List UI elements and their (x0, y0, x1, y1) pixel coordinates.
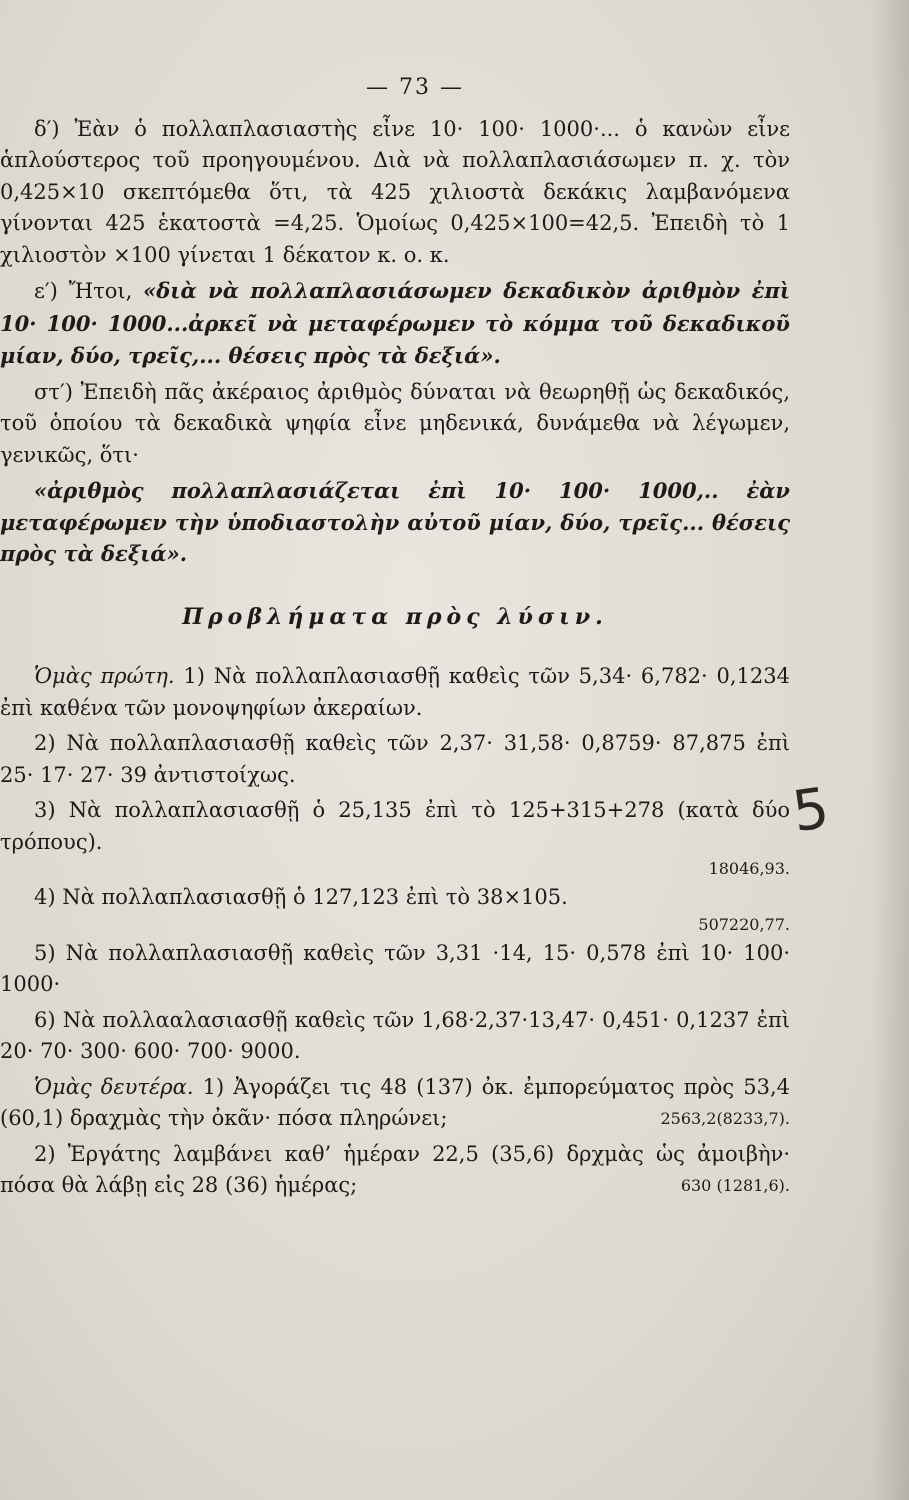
section-title: Προβλήματα πρὸς λύσιν. (182, 603, 608, 630)
rule-decimal-shift: «διὰ νὰ πολλαπλασιάσωμεν δεκαδικὸν ἀριθμὸν ἐπὶ 10· 100· 1000...ἀρκεῖ νὰ μεταφέρωμεν τὸ κόμμα τοῦ δεκαδικοῦ μίαν, δύο, τρεῖς,... θέσεις πρὸς τὰ δεξιά». (0, 278, 790, 368)
answer-g2-2: 630 (1281,6). (680, 1176, 790, 1195)
paragraph-epsilon (0, 275, 790, 373)
problem-6: 6) Νὰ πολλααλασιασθῇ καθεὶς τῶν 1,68·2,37·13,47· 0,451· 0,1237 ἐπὶ 20· 70· 300· 600· 700· 9000. (0, 1007, 790, 1063)
paragraph-epsilon-lead: ε′) Ἤτοι, (34, 279, 144, 303)
problem-g2-1-text: 1) Ἀγοράζει τις 48 (137) ὀκ. ἐμπορεύματος πρὸς 53,4 (60,1) δραχμὰς τὴν ὀκᾶν· πόσα πληρώνει; (0, 1074, 790, 1130)
problem-2: 2) Νὰ πολλαπλασιασθῇ καθεὶς τῶν 2,37· 31,58· 0,8759· 87,875 ἐπὶ 25· 17· 27· 39 ἀντιστοίχως. (0, 731, 790, 787)
problem-1 (0, 661, 790, 724)
problem-1-text: 1) Νὰ πολλαπλασιασθῇ καθεὶς τῶν 5,34· 6,782· 0,1234 ἐπὶ καθένα τῶν μονοψηφίων ἀκεραίων. (0, 664, 790, 720)
group-two-label: Ὁμὰς δευτέρα. (34, 1074, 194, 1099)
text-block (0, 72, 790, 1206)
problem-g2-2-text: 2) Ἐργάτης λαμβάνει καθ’ ἡμέραν 22,5 (35,6) δρχμὰς ὡς ἀμοιβὴν· πόσα θὰ λάβῃ εἰς 28 (36) ἡμέρας; (0, 1141, 790, 1197)
problem-4: 4) Νὰ πολλαπλασιασθῇ ὁ 127,123 ἐπὶ τὸ 38×105. (34, 885, 568, 909)
problem-3: 3) Νὰ πολλαπλασιασθῇ ὁ 25,135 ἐπὶ τὸ 125+315+278 (κατὰ δύο τρόπους). (0, 798, 790, 854)
paragraph-stigma: στ′) Ἐπειδὴ πᾶς ἀκέραιος ἀριθμὸς δύναται νὰ θεωρηθῇ ὡς δεκαδικός, τοῦ ὁποίου τὰ δεκαδικὰ ψηφία εἶνε μηδενικά, δυνάμεθα νὰ λέγωμεν, γενικῶς, ὅτι· (0, 379, 790, 467)
page-number: — 73 — (366, 75, 464, 100)
answer-g2-1: 2563,2(8233,7). (660, 1109, 790, 1128)
handwritten-margin-mark: 5 (788, 775, 833, 846)
page-edge-shadow (871, 0, 909, 1500)
problem-g2-2 (0, 1139, 790, 1202)
answer-4: 507220,77. (698, 914, 790, 934)
rule-integer-shift: «ἀριθμὸς πολλαπλασιάζεται ἐπὶ 10· 100· 1000,.. ἐὰν μεταφέρωμεν τὴν ὑποδιαστολὴν αὐτοῦ μίαν, δύο, τρεῖς... θέσεις πρὸς τὰ δεξιά». (0, 478, 790, 566)
problem-5: 5) Νὰ πολλαπλασιασθῇ καθεὶς τῶν 3,31 ·14, 15· 0,578 ἐπὶ 10· 100· 1000· (0, 940, 790, 996)
problem-g2-1 (0, 1072, 790, 1135)
paragraph-delta: δ′) Ἐὰν ὁ πολλαπλασιαστὴς εἶνε 10· 100· 1000·... ὁ κανὼν εἶνε ἁπλούστερος τοῦ προηγουμένου. Διὰ νὰ πολλαπλασιάσωμεν π. χ. τὸν 0,425×10 σκεπτόμεθα ὅτι, τὰ 425 χιλιοστὰ δεκάκις λαμβανόμενα γίνονται 425 ἑκατοστὰ =4,25. Ὁμοίως 0,425×100=42,5. Ἐπειδὴ τὸ 1 χιλιοστὸν ×100 γίνεται 1 δέκατον κ. ο. κ. (0, 116, 790, 267)
group-one-label: Ὁμὰς πρώτη. (34, 664, 175, 688)
answer-3: 18046,93. (708, 859, 790, 878)
